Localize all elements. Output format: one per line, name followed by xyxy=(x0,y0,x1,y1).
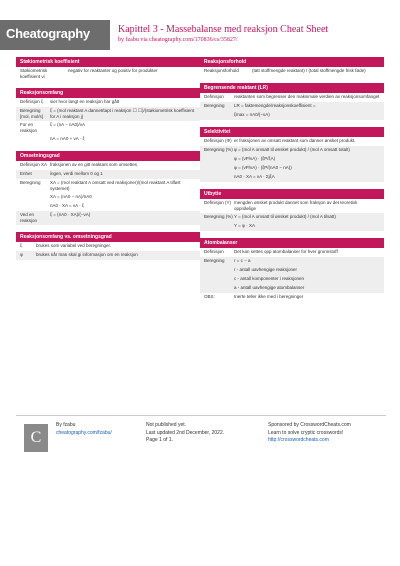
row-value: mengden ønsket produkt dannet som fraksjon av det teoretisk oppnåelige xyxy=(234,200,358,211)
logo-text: Cheatography xyxy=(6,26,90,41)
left-column xyxy=(16,57,200,267)
author-link[interactable]: cheatography.com/fzabu/ xyxy=(56,429,112,436)
row-key: Støkiometrisk koeffisient νi xyxy=(20,68,48,79)
row-key: Definisjon XA xyxy=(20,162,48,167)
table-row xyxy=(200,67,384,76)
row-value: (tatt stoffmengde reaktant) / (total stoffmengde frisk føde) xyxy=(252,68,366,73)
row-key: Reaksjonsforhold xyxy=(204,68,239,73)
box-title: Utbytte xyxy=(200,189,384,199)
row-value: er fraksjonen av omsatt reaktant som danner ønsket produkt. xyxy=(234,138,356,143)
box-reaksjonsomfang xyxy=(16,88,200,144)
row-value: Y = φ · XA xyxy=(234,223,255,228)
box-reaksjonsomfang-vs xyxy=(16,232,200,260)
table-row xyxy=(16,98,200,107)
box-title: Selektivitet xyxy=(200,127,384,137)
row-value: φ = (νP/νA) · (ξP/ξA) xyxy=(234,156,276,161)
row-value: nA0 · XA = νA · ΣjξA xyxy=(234,174,275,179)
last-updated: Last updated 2nd December, 2022. xyxy=(146,429,225,436)
row-key: Enhet xyxy=(20,171,32,176)
table-row xyxy=(16,193,200,202)
box-reaksjonsforhold xyxy=(200,57,384,76)
box-title: Reaksjonsomfang vs. omsetningsgrad xyxy=(16,232,200,242)
row-key: Beregning xyxy=(204,258,225,263)
row-value: ξ = (nA − nA0)/νA xyxy=(50,122,86,127)
table-row xyxy=(200,155,384,164)
row-key: Definisjon ξ xyxy=(20,99,44,104)
table-row xyxy=(200,199,384,213)
box-selektivitet xyxy=(200,127,384,182)
table-row xyxy=(200,248,384,257)
box-stoch xyxy=(16,57,200,81)
box-title: Støkiometrisk koeffisient xyxy=(16,57,200,67)
row-value: XA = (mol reaktant A omsatt ved reaksjoner)/(mol reaktant A tilført systemet) xyxy=(50,180,181,191)
row-value: Inerte teller ikke med i beregninger xyxy=(234,294,304,299)
row-value: c - antall komponenter i reaksjonen xyxy=(234,276,305,281)
box-title: Reaksjonsforhold xyxy=(200,57,384,67)
page-header xyxy=(0,0,400,52)
row-value: sier hvor langt en reaksjon har gått xyxy=(50,99,120,104)
row-value: a - antall uavhengige atombalanser xyxy=(234,285,305,290)
row-value: ingen, verdi mellom 0 og 1 xyxy=(50,171,103,176)
row-value: ξ = (mol reaktant A dannet/tapt i reaksjon ☐ ☐)/(støkiometrisk koeffisient for A i reaksjon j) xyxy=(50,108,195,119)
sheet-title: Kapittel 3 - Massebalanse med reaksjon Cheat Sheet xyxy=(118,24,329,35)
box-title: Atombalanser xyxy=(200,238,384,248)
footer-author xyxy=(56,422,112,437)
box-title: Reaksjonsomfang xyxy=(16,88,200,98)
row-value: nA = nA0 + νA · ξ xyxy=(50,136,85,141)
row-value: Y = (mol A omsatt til ønsket produkt) / (mol A tilsatt) xyxy=(234,214,336,219)
row-value: φ = (νP/νA) · (ξP/(nA0 − nA)) xyxy=(234,165,292,170)
table-row xyxy=(16,161,200,170)
row-key: ξ xyxy=(20,243,23,248)
table-row xyxy=(16,135,200,144)
table-row xyxy=(200,284,384,293)
row-value: ξ = (nA0 · XA)/(−νA) xyxy=(50,212,91,217)
box-begrensende xyxy=(200,83,384,120)
box-title: Begrensende reaktant (LR) xyxy=(200,83,384,93)
row-value: reaktanten som begrenser den maksimale verdien av reaksjonsomfanget xyxy=(234,94,380,99)
row-value: brukes når man skal gi informasjon om en reaksjon xyxy=(36,252,138,257)
row-key: φ xyxy=(20,252,23,257)
sponsor-tagline: Learn to solve cryptic crosswords! xyxy=(268,429,344,436)
row-key: OBS: xyxy=(204,294,215,299)
sheet-subtitle[interactable]: by fzabu via cheatography.com/170836/cs/35827/ xyxy=(118,37,238,43)
row-value: negativ for reaktanter og positiv for produkter xyxy=(68,68,158,73)
row-key: Beregning (%) xyxy=(204,214,233,219)
row-key: Definisjon xyxy=(204,249,224,254)
row-key: For en reaksjon xyxy=(20,122,38,133)
table-row xyxy=(200,275,384,284)
sponsor-text: Sponsored by CrosswordCheats.com xyxy=(268,422,351,428)
row-key: Definisjon xyxy=(204,94,224,99)
footer-meta xyxy=(146,422,224,445)
row-value: φ = (mol A omsatt til ønsket produkt) / (mol A omsatt totalt) xyxy=(234,147,350,152)
author-by: By fzabu xyxy=(56,422,76,428)
cheatography-c-logo: C xyxy=(24,424,48,452)
published-status: Not published yet. xyxy=(146,422,187,428)
cheatography-logo[interactable] xyxy=(0,20,110,50)
box-omsetningsgrad xyxy=(16,151,200,225)
row-value: r - antall uavhengige reaksjoner xyxy=(234,267,298,272)
table-row xyxy=(200,102,384,111)
table-row xyxy=(16,67,200,81)
row-value: ξmax = nA0/(−νA) xyxy=(234,112,270,117)
row-key: Ved en reaksjon xyxy=(20,212,38,223)
table-row xyxy=(200,266,384,275)
footer-sponsor xyxy=(268,422,351,445)
box-title: Omsetningsgrad xyxy=(16,151,200,161)
table-row xyxy=(200,164,384,173)
row-value: r = c − a xyxy=(234,258,251,263)
table-row xyxy=(200,222,384,231)
table-row xyxy=(200,93,384,102)
row-value: XA = (nA0 − nA)/nA0 xyxy=(50,194,92,199)
row-value: brukes som variabel ved beregninger. xyxy=(36,243,112,248)
row-key: Beregning (%) xyxy=(204,147,233,152)
table-row xyxy=(200,111,384,120)
row-key: Beregning xyxy=(204,103,225,108)
row-value: Det kan settes opp atombalanser for hver grunnstoff xyxy=(234,249,338,254)
table-row xyxy=(200,137,384,146)
table-row xyxy=(200,173,384,182)
row-value: LR = faktemengde/reaksjonskoeffisient = xyxy=(234,103,316,108)
table-row xyxy=(200,146,384,155)
box-utbytte xyxy=(200,189,384,231)
page-footer xyxy=(16,415,386,455)
table-row xyxy=(200,213,384,222)
table-row xyxy=(16,211,200,225)
table-row xyxy=(200,293,384,302)
box-atombalanser xyxy=(200,238,384,302)
table-row xyxy=(16,170,200,179)
row-key: Definisjon (Φ) xyxy=(204,138,232,143)
page-number: Page 1 of 1. xyxy=(146,437,173,443)
row-value: fraksjonen av en gitt reaktant som omsettes xyxy=(50,162,138,167)
row-key: Definisjon (Y) xyxy=(204,200,232,205)
table-row xyxy=(16,202,200,211)
row-key: Beregning xyxy=(20,180,41,185)
table-row xyxy=(16,107,200,121)
sponsor-link[interactable]: http://crosswordcheats.com xyxy=(268,437,329,443)
table-row xyxy=(16,251,200,260)
row-value: nA0 · XA = νA · ξ xyxy=(50,203,84,208)
table-row xyxy=(16,121,200,135)
table-row xyxy=(200,257,384,266)
table-row xyxy=(16,179,200,193)
right-column xyxy=(200,57,384,309)
row-key: Beregning [mol, mol/s] xyxy=(20,108,44,119)
table-row xyxy=(16,242,200,251)
